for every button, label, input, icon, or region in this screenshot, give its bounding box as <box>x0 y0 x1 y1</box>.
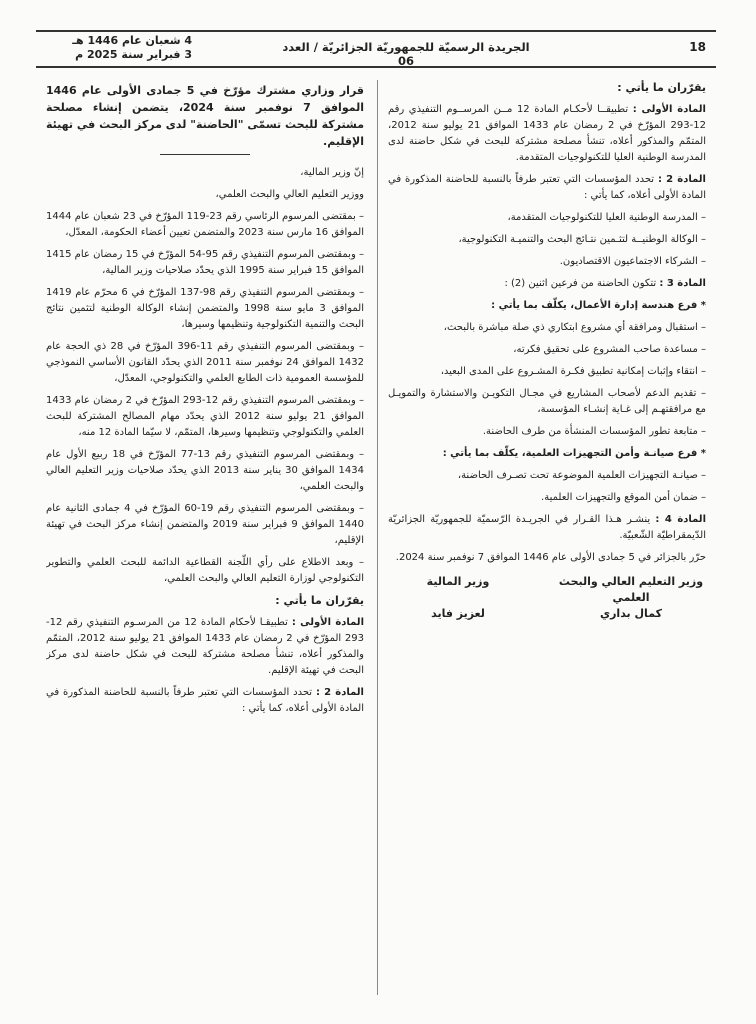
article-label: المادة الأولى : <box>291 617 364 628</box>
signature-name: لعزيز فايد <box>431 607 485 620</box>
article-1 <box>46 615 364 679</box>
decides-heading: يقرّران ما يأتي : <box>617 81 706 94</box>
title-rule <box>160 154 250 155</box>
done-at: حرّر بالجزائر في 5 جمادى الأولى عام 1446 الموافق 7 نوفمبر سنة 2024. <box>395 552 706 563</box>
branch-item: – ضمان أمن الموقع والتجهيزات العلمية. <box>541 492 706 503</box>
left-column <box>46 80 364 1010</box>
page-header <box>36 30 716 68</box>
article-label: المادة الأولى : <box>632 104 706 115</box>
decree-title: قرار وزاري مشترك مؤرّخ في 5 جمادى الأولى عام 1446 الموافق 7 نوفمبر سنة 2024، يتضمن إنشاء مصلحة مشتركة للبحث تسمّى "الحاضنة" لدى مركز البحث في تهيئة الإقليم. <box>46 84 364 148</box>
article-text: تحدد المؤسسات التي تعتبر طرفاً بالنسبة للحاضنة المذكورة في المادة الأولى أعلاه، كما يأتي : <box>46 687 364 714</box>
branch-item: – انتقاء وإثبات إمكانية تطبيق فكـرة المشـروع على المدى البعيد، <box>440 366 706 377</box>
right-column <box>388 80 706 1010</box>
intro-line: إنّ وزير المالية، <box>300 167 364 178</box>
party-item: – الشركاء الاجتماعيون الاقتصاديون. <box>559 256 706 267</box>
branch-1-heading: * فرع هندسة إدارة الأعمال، يكلّف بما يأتي : <box>491 300 706 311</box>
intro-line: ووزير التعليم العالي والبحث العلمي، <box>215 189 364 200</box>
branch-item: – تقديم الدعم لأصحاب المشاريع في مجـال التكويـن والاستشارة والتمويـل مع مرافقتهـم إلى غـاية إنشـاء المؤسسة، <box>388 388 706 415</box>
visa-item: – وبمقتضى المرسوم التنفيذي رقم 98-137 المؤرّخ في 6 محرّم عام 1419 الموافق 3 مايو سنة 1998 والمتضمن إنشاء الوكالة الوطنية لتثمين نتائج البحث والتنمية التكنولوجية وتنظيمها وسيرها، <box>46 287 364 330</box>
article-label: المادة 2 : <box>315 687 364 698</box>
article-text: تتكون الحاضنة من فرعين اثنين (2) : <box>504 278 657 289</box>
article-text: تطبيقــا لأحكـام المادة 12 مــن المرســوم التنفيذي رقم 12-293 المؤرّخ في 2 رمضان عام 1433 الموافق 21 يوليو سنة 2012، المتمّم والمذكور أعلاه، تنشأ مصلحة مشتركة للبحث في شكل حاضنة لدى المدرسة الوطنية العليا للتكنولوجيات المتقدمة. <box>388 104 706 163</box>
visa-item: – وبعد الاطلاع على رأي اللّجنة القطاعية الدائمة للبحث العلمي والتطوير التكنولوجي لوزارة التعليم العالي والبحث العلمي، <box>46 557 364 584</box>
signature-title: وزير التعليم العالي والبحث العلمي <box>558 575 704 604</box>
party-item: – الوكالة الوطنيــة لتثـمين نتـائج البحث والتنميـة التكنولوجية، <box>458 234 706 245</box>
article-label: المادة 2 : <box>657 174 706 185</box>
article-text: تحدد المؤسسات التي تعتبر طرفاً بالنسبة للحاضنة المذكورة في المادة الأولى أعلاه، كما يأتي : <box>388 174 706 201</box>
visa-item: – وبمقتضى المرسوم التنفيذي رقم 19-60 المؤرّخ في 4 جمادى الثانية عام 1440 الموافق 9 فبراير سنة 2019 والمتضمن إنشاء مركز البحث في تهيئة الإقليم، <box>46 503 364 546</box>
visa-item: – وبمقتضى المرسوم التنفيذي رقم 11-396 المؤرّخ في 28 ذي الحجة عام 1432 الموافق 24 نوفمبر سنة 2011 الذي يحدّد القانون الأساسي النموذجي للمؤسسة العمومية ذات الطابع العلمي والتكنولوجي، المعدّل، <box>46 341 364 384</box>
branch-item: – مساعدة صاحب المشروع على تحقيق فكرته، <box>513 344 706 355</box>
decides-heading: يقرّران ما يأتي : <box>275 594 364 607</box>
signature-minister-finance <box>388 574 528 622</box>
article-2 <box>388 172 706 204</box>
article-2 <box>46 685 364 717</box>
article-text: تطبيقـا لأحكام المادة 12 من المرسـوم التنفيذي رقم 12-293 المؤرّخ في 2 رمضان عام 1433 الموافق 21 يوليو سنة 2012، المتمّم والمذكور أعلاه، تنشأ مصلحة مشتركة للبحث في شكل حاضنة لدى مركز البحث في تهيئة الإقليم. <box>46 617 364 676</box>
header-date-hijri: 4 شعبان عام 1446 هـ <box>72 34 192 47</box>
signature-name: كمال بداري <box>600 607 662 620</box>
header-date-gregorian: 3 فبراير سنة 2025 م <box>75 48 192 61</box>
branch-2-heading: * فرع صيانـة وأمن التجهيزات العلمية، يكلّف بما يأتي : <box>442 448 706 459</box>
visa-item: – وبمقتضى المرسوم التنفيذي رقم 13-77 المؤرّخ في 18 ربيع الأول عام 1434 الموافق 30 يناير سنة 2013 الذي يحدّد صلاحيات وزير التعليم العالي والبحث العلمي، <box>46 449 364 492</box>
visa-item: – وبمقتضى المرسوم التنفيذي رقم 12-293 المؤرّخ في 2 رمضان عام 1433 الموافق 21 يوليو سنة 2012 الذي يحدّد مهام المصالح المشتركة للبحث العلمي والتكنولوجي وتنظيمها وسيرها، المتمّم، لا سيّما المادة 12 منه، <box>46 395 364 438</box>
party-item: – المدرسة الوطنية العليا للتكنولوجيات المتقدمة، <box>507 212 706 223</box>
header-dates <box>42 34 192 62</box>
article-4 <box>388 512 706 544</box>
article-3 <box>388 276 706 292</box>
column-divider <box>377 80 378 995</box>
visa-item: – بمقتضى المرسوم الرئاسي رقم 23-119 المؤرّخ في 23 شعبان عام 1444 الموافق 16 مارس سنة 2023 والمتضمن تعيين أعضاء الحكومة، المعدّل، <box>46 211 364 238</box>
article-text: ينشـر هـذا القـرار في الجريـدة الرّسميّة للجمهوريّة الجزائريّة الدّيمقراطيّة الشّعبيّة. <box>388 514 706 541</box>
article-label: المادة 3 : <box>659 278 706 289</box>
article-1 <box>388 102 706 166</box>
branch-item: – استقبال ومرافقة أي مشروع ابتكاري ذي صلة مباشرة بالبحث، <box>443 322 706 333</box>
signature-title: وزير المالية <box>426 575 490 588</box>
article-label: المادة 4 : <box>655 514 706 525</box>
signatures <box>388 574 706 644</box>
visa-item: – وبمقتضى المرسوم التنفيذي رقم 95-54 المؤرّخ في 15 رمضان عام 1415 الموافق 15 فبراير سنة 1995 الذي يحدّد صلاحيات وزير المالية، <box>46 249 364 276</box>
signature-minister-higher-education <box>556 574 706 622</box>
page-number: 18 <box>689 40 706 54</box>
branch-item: – متابعة تطور المؤسسات المنشأة من طرف الحاضنة. <box>482 426 706 437</box>
branch-item: – صيانـة التجهيزات العلمية الموضوعة تحت تصـرف الحاضنة، <box>457 470 706 481</box>
header-journal-title: الجريدة الرسميّة للجمهوريّة الجزائريّة / العدد 06 <box>282 40 530 68</box>
